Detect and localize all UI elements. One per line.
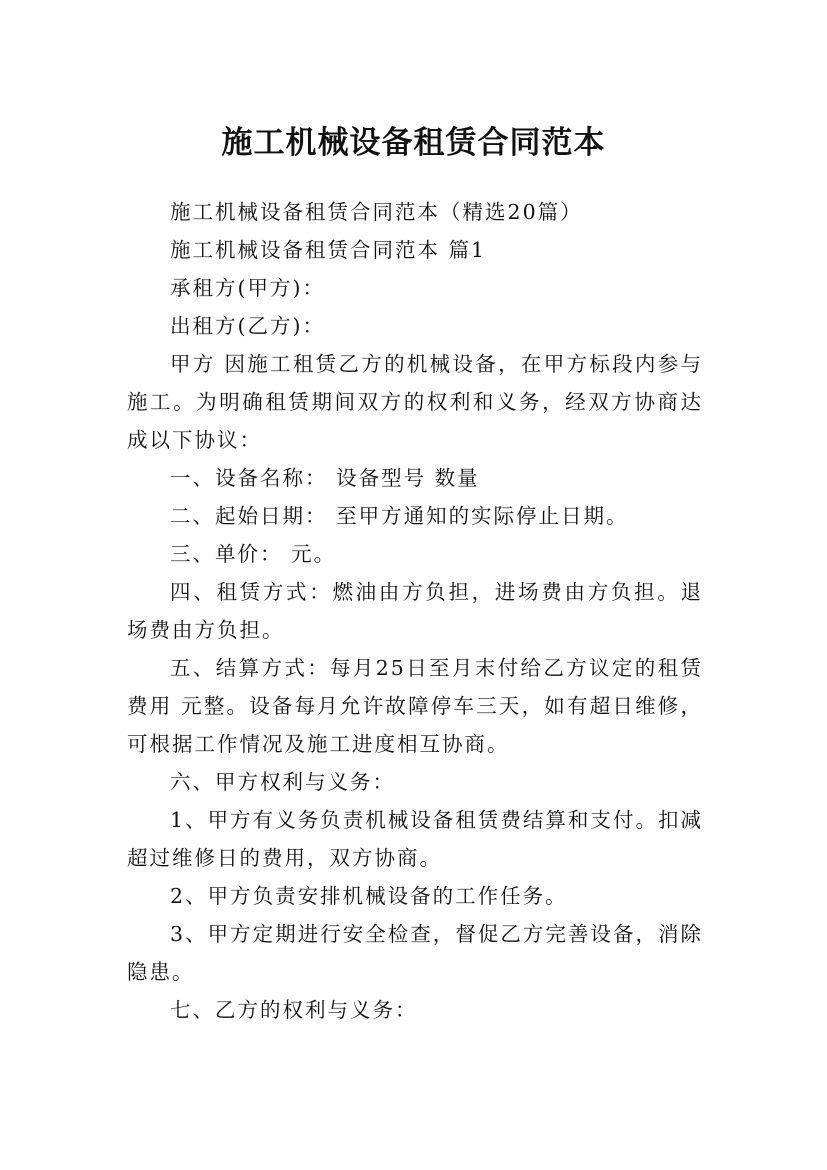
paragraph-lessor: 出租方(乙方)： — [170, 314, 326, 338]
document-title: 施工机械设备租赁合同范本 — [221, 124, 606, 161]
paragraph-clause-3: 三、单价： 元。 — [170, 542, 337, 566]
paragraph-clause-6-item-3: 3、甲方定期进行安全检查，督促乙方完善设备，消除隐患。 — [127, 922, 703, 984]
paragraph-clause-2: 二、起始日期： 至甲方通知的实际停止日期。 — [170, 504, 629, 528]
paragraph-clause-6-item-2: 2、甲方负责安排机械设备的工作任务。 — [170, 884, 568, 908]
paragraph-subtitle: 施工机械设备租赁合同范本（精选20篇） — [170, 200, 583, 224]
paragraph-clause-7: 七、乙方的权利与义务： — [170, 998, 418, 1022]
paragraph-lessee: 承租方(甲方)： — [170, 276, 326, 300]
paragraph-preamble: 甲方 因施工租赁乙方的机械设备，在甲方标段内参与施工。为明确租赁期间双方的权利和义务，经双方协商达成以下协议： — [127, 352, 703, 452]
document-body — [127, 193, 703, 1029]
paragraph-clause-6: 六、甲方权利与义务： — [170, 770, 396, 794]
paragraph-clause-6-item-1: 1、甲方有义务负责机械设备租赁费结算和支付。扣减超过维修日的费用，双方协商。 — [127, 808, 703, 870]
paragraph-clause-4: 四、租赁方式：燃油由方负担，进场费由方负担。退场费由方负担。 — [127, 580, 703, 642]
paragraph-clause-1: 一、设备名称： 设备型号 数量 — [170, 466, 480, 490]
paragraph-section-heading: 施工机械设备租赁合同范本 篇1 — [170, 238, 487, 262]
paragraph-clause-5: 五、结算方式：每月25日至月末付给乙方议定的租赁费用 元整。设备每月允许故障停车三天，如有超日维修，可根据工作情况及施工进度相互协商。 — [127, 656, 703, 756]
